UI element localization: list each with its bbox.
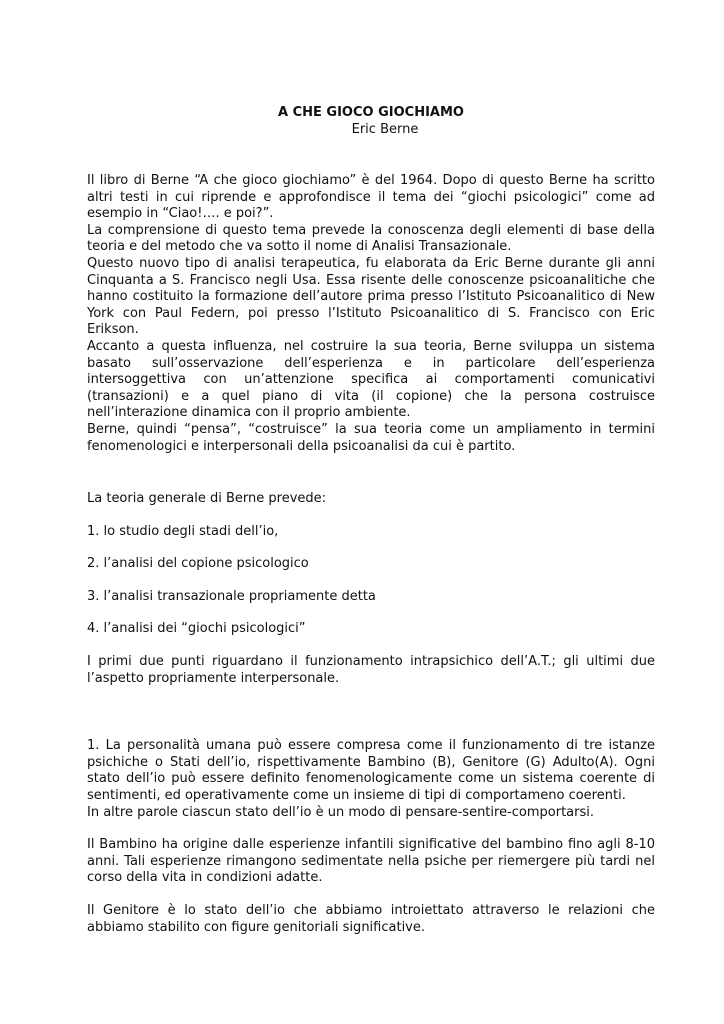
- list-item: 2. l’analisi del copione psicologico: [87, 556, 309, 572]
- intro-paragraph-1: Il libro di Berne “A che gioco giochiamo” è del 1964. Dopo di questo Berne ha scritto altri testi in cui riprende e approfondisce il tema dei “giochi psicologici” come ad esempio in “Ciao!…. e poi?”.: [87, 173, 655, 222]
- theory-intro: La teoria generale di Berne prevede:: [87, 491, 327, 507]
- document-author: Eric Berne: [351, 122, 419, 137]
- document-title: A CHE GIOCO GIOCHIAMO: [278, 105, 464, 120]
- section1-paragraph-1: 1. La personalità umana può essere compresa come il funzionamento di tre istanze psichiche o Stati dell’io, rispettivamente Bambino (B), Genitore (G) Adulto(A). Ogni stato dell’io può essere definito fenomenologicamente come un sistema coerente di sentimenti, ed operativamente come un insieme di tipi di comportameno coerenti.: [87, 738, 655, 804]
- intro-paragraph-2: La comprensione di questo tema prevede la conoscenza degli elementi di base della teoria e del metodo che va sotto il nome di Analisi Transazionale.: [87, 222, 655, 255]
- genitore-paragraph: Il Genitore è lo stato dell’io che abbiamo introiettato attraverso le relazioni che abbiamo stabilito con figure genitoriali significative.: [87, 903, 655, 935]
- section1-paragraph-2: In altre parole ciascun stato dell’io è un modo di pensare-sentire-comportarsi.: [87, 804, 594, 820]
- list-item: 4. l’analisi dei “giochi psicologici”: [87, 621, 306, 637]
- document-page: [87, 104, 655, 936]
- summary-paragraph: I primi due punti riguardano il funzionamento intrapsichico dell’A.T.; gli ultimi due l’aspetto propriamente interpersonale.: [87, 654, 655, 686]
- intro-paragraph-3: Questo nuovo tipo di analisi terapeutica, fu elaborata da Eric Berne durante gli anni Cinquanta a S. Francisco negli Usa. Essa risente delle conoscenze psicoanalitiche che hanno costituito la formazione dell’autore prima presso l’Istituto Psicoanalitico di New York con Paul Federn, poi presso l’Istituto Psicoanalitico di S. Francisco con Eric Erikson.: [87, 255, 655, 338]
- list-item: 3. l’analisi transazionale propriamente detta: [87, 588, 376, 604]
- list-item: 1. lo studio degli stadi dell’io,: [87, 523, 279, 539]
- intro-paragraph-5: Berne, quindi “pensa”, “costruisce” la sua teoria come un ampliamento in termini fenomenologici e interpersonali della psicoanalisi da cui è partito.: [87, 421, 655, 454]
- intro-paragraph-4: Accanto a questa influenza, nel costruire la sua teoria, Berne sviluppa un sistema basato sull’osservazione dell’esperienza e in particolare dell’esperienza intersoggettiva con un’attenzione specifica ai comportamenti comunicativi (transazioni) e a quel piano di vita (il copione) che la persona costruisce nell’interazione dinamica con il proprio ambiente.: [87, 338, 655, 421]
- bambino-paragraph: Il Bambino ha origine dalle esperienze infantili significative del bambino fino agli 8-10 anni. Tali esperienze rimangono sedimentate nella psiche per riemergere più tardi nel corso della vita in condizioni adatte.: [87, 837, 655, 886]
